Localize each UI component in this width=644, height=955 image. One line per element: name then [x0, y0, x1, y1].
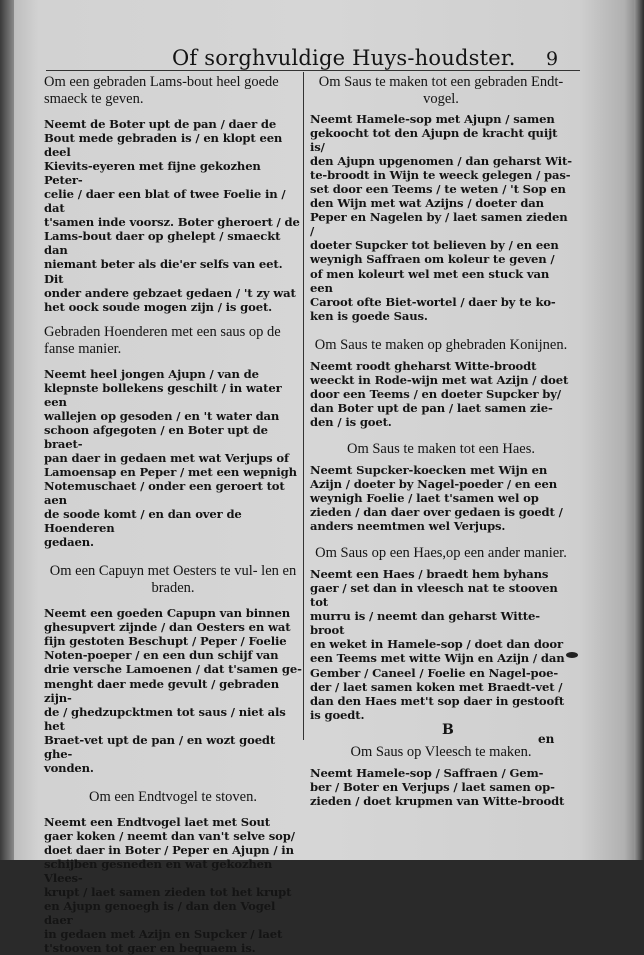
running-head: Of sorghvuldige Huys-houdster.: [172, 46, 516, 70]
recipe-text: Neemt Supcker-koecken met Wijn en Azijn / doeter by Nagel-poeder / en een weynigh Foelie / laet t'samen wel op zieden / dan daer over gedaen is goedt / anders neemtmen wel Verjups.: [310, 462, 563, 534]
signature-mark: B: [442, 722, 454, 738]
recipe-heading: Om Saus te maken op ghebraden Konijnen.: [314, 336, 568, 353]
recipe-heading: Om een gebraden Lams-bout heel goede smaeck te geven.: [44, 74, 279, 107]
recipe-text: Neemt Hamele-sop met Ajupn / samen gekoocht tot den Ajupn de kracht quijt is/ den Ajupn upgenomen / dan geharst Wit- te-broodt in Wijn te weeck gelegen / pas- set door een Teems / te weten / 't Sop en den Wijn met wat Azijns / doeter dan Peper en Nagelen by / laet samen zieden / doeter Supcker tot believen by / en een weynigh Saffraen om koleur te geven / of men koleurt wel met een stuck van een Caroot ofte Biet-wortel / daer by te ko- ken is goede Saus.: [310, 112, 572, 323]
recipe-heading: Om Saus te maken tot een Haes.: [346, 440, 536, 457]
recipe-text: Neemt een Haes / braedt hem byhans gaer / set dan in vleesch nat te stooven tot murru is / neemt dan geharst Witte-broot en weket in Hamele-sop / doet dan door een Teems met witte Wijn en Azijn / dan Gember / Caneel / Foelie en Nagel-poe- der / laet samen koken met Braedt-vet / dan den Haes met't sop daer in gestooft is goedt.: [310, 567, 565, 722]
header-rule: [46, 70, 580, 71]
page-number: 9: [546, 48, 559, 70]
catchword: en: [538, 732, 555, 746]
recipe-text: Neemt Hamele-sop / Saffraen / Gem- ber / Boter en Verjups / laet samen op- zieden / doet krupmen van Witte-broodt: [310, 765, 565, 808]
recipe-text: Neemt roodt gheharst Witte-broodt weeckt in Rode-wijn met wat Azijn / doet door een Teems / en doeter Supcker by/ dan Boter upt de pan / laet samen zie- den / is goet.: [310, 358, 569, 429]
column-divider: [303, 72, 304, 740]
recipe-heading: Om Saus op een Haes,op een ander manier.: [315, 545, 567, 562]
recipe-text: Neemt heel jongen Ajupn / van de klepnste bollekens geschilt / in water een wallejen op gesoden / en 't water dan schoon afgegoten / en Boter upt de braet- pan daer in gedaen met wat Verjups of Lamoensap en Peper / met een wepnigh Notemuschaet / onder een geroert tot aen de soode komt / en dan over de Hoenderen gedaen.: [44, 366, 297, 550]
left-column: [44, 72, 302, 955]
page-left-edge: [0, 0, 14, 860]
recipe-heading: Om een Capuyn met Oesters te vul- len en braden.: [49, 563, 297, 597]
recipe-text: Neemt een Endtvogel laet met Sout gaer koken / neemt dan van't selve sop/ doet daer in Boter / Peper en Ajupn / in schijben gesneden en wat gekozhen Vlees- krupt / laet samen zieden tot het krupt en Ajupn genoegh is / dan den Vogel daer in gedaen met Azijn en Supcker / laet t'stooven tot gaer en bequaem is.: [44, 814, 295, 955]
recipe-heading: Gebraden Hoenderen met een saus op de fanse manier.: [44, 323, 281, 357]
recipe-heading: Om een Endtvogel te stoven.: [89, 788, 257, 805]
ink-blot: [566, 652, 578, 658]
recipe-text: Neemt de Boter upt de pan / daer de Bout mede gebraden is / en klopt een deel Kievits-eyeren met fijne gekozhen Peter- celie / daer een blat of twee Foelie in / dat t'samen inde voorsz. Boter gheroert / de Lams-bout daer op ghelept / smaeckt dan niemant beter als die'er selfs van eet. Dit onder andere gebzaet gedaen / 't zy wat het oock soude mogen zijn / is goet.: [44, 117, 300, 314]
right-column: [310, 72, 572, 808]
recipe-text: Neemt een goeden Capupn van binnen ghesupvert zijnde / dan Oesters en wat fijn gestoten Beschupt / Peper / Foelie Noten-poeper / en een dun schijf van drie versche Lamoenen / dat t'samen ge- menght daer mede gevult / gebraden zijn- de / ghedzupcktmen tot saus / niet als het Braet-vet upt de pan / en wozt goedt ghe- vonden.: [44, 606, 302, 775]
page-right-edge: [634, 0, 644, 860]
recipe-heading: Om Saus te maken tot een gebraden Endt-vogel.: [318, 74, 564, 107]
recipe-heading: Om Saus op Vleesch te maken.: [350, 743, 532, 760]
